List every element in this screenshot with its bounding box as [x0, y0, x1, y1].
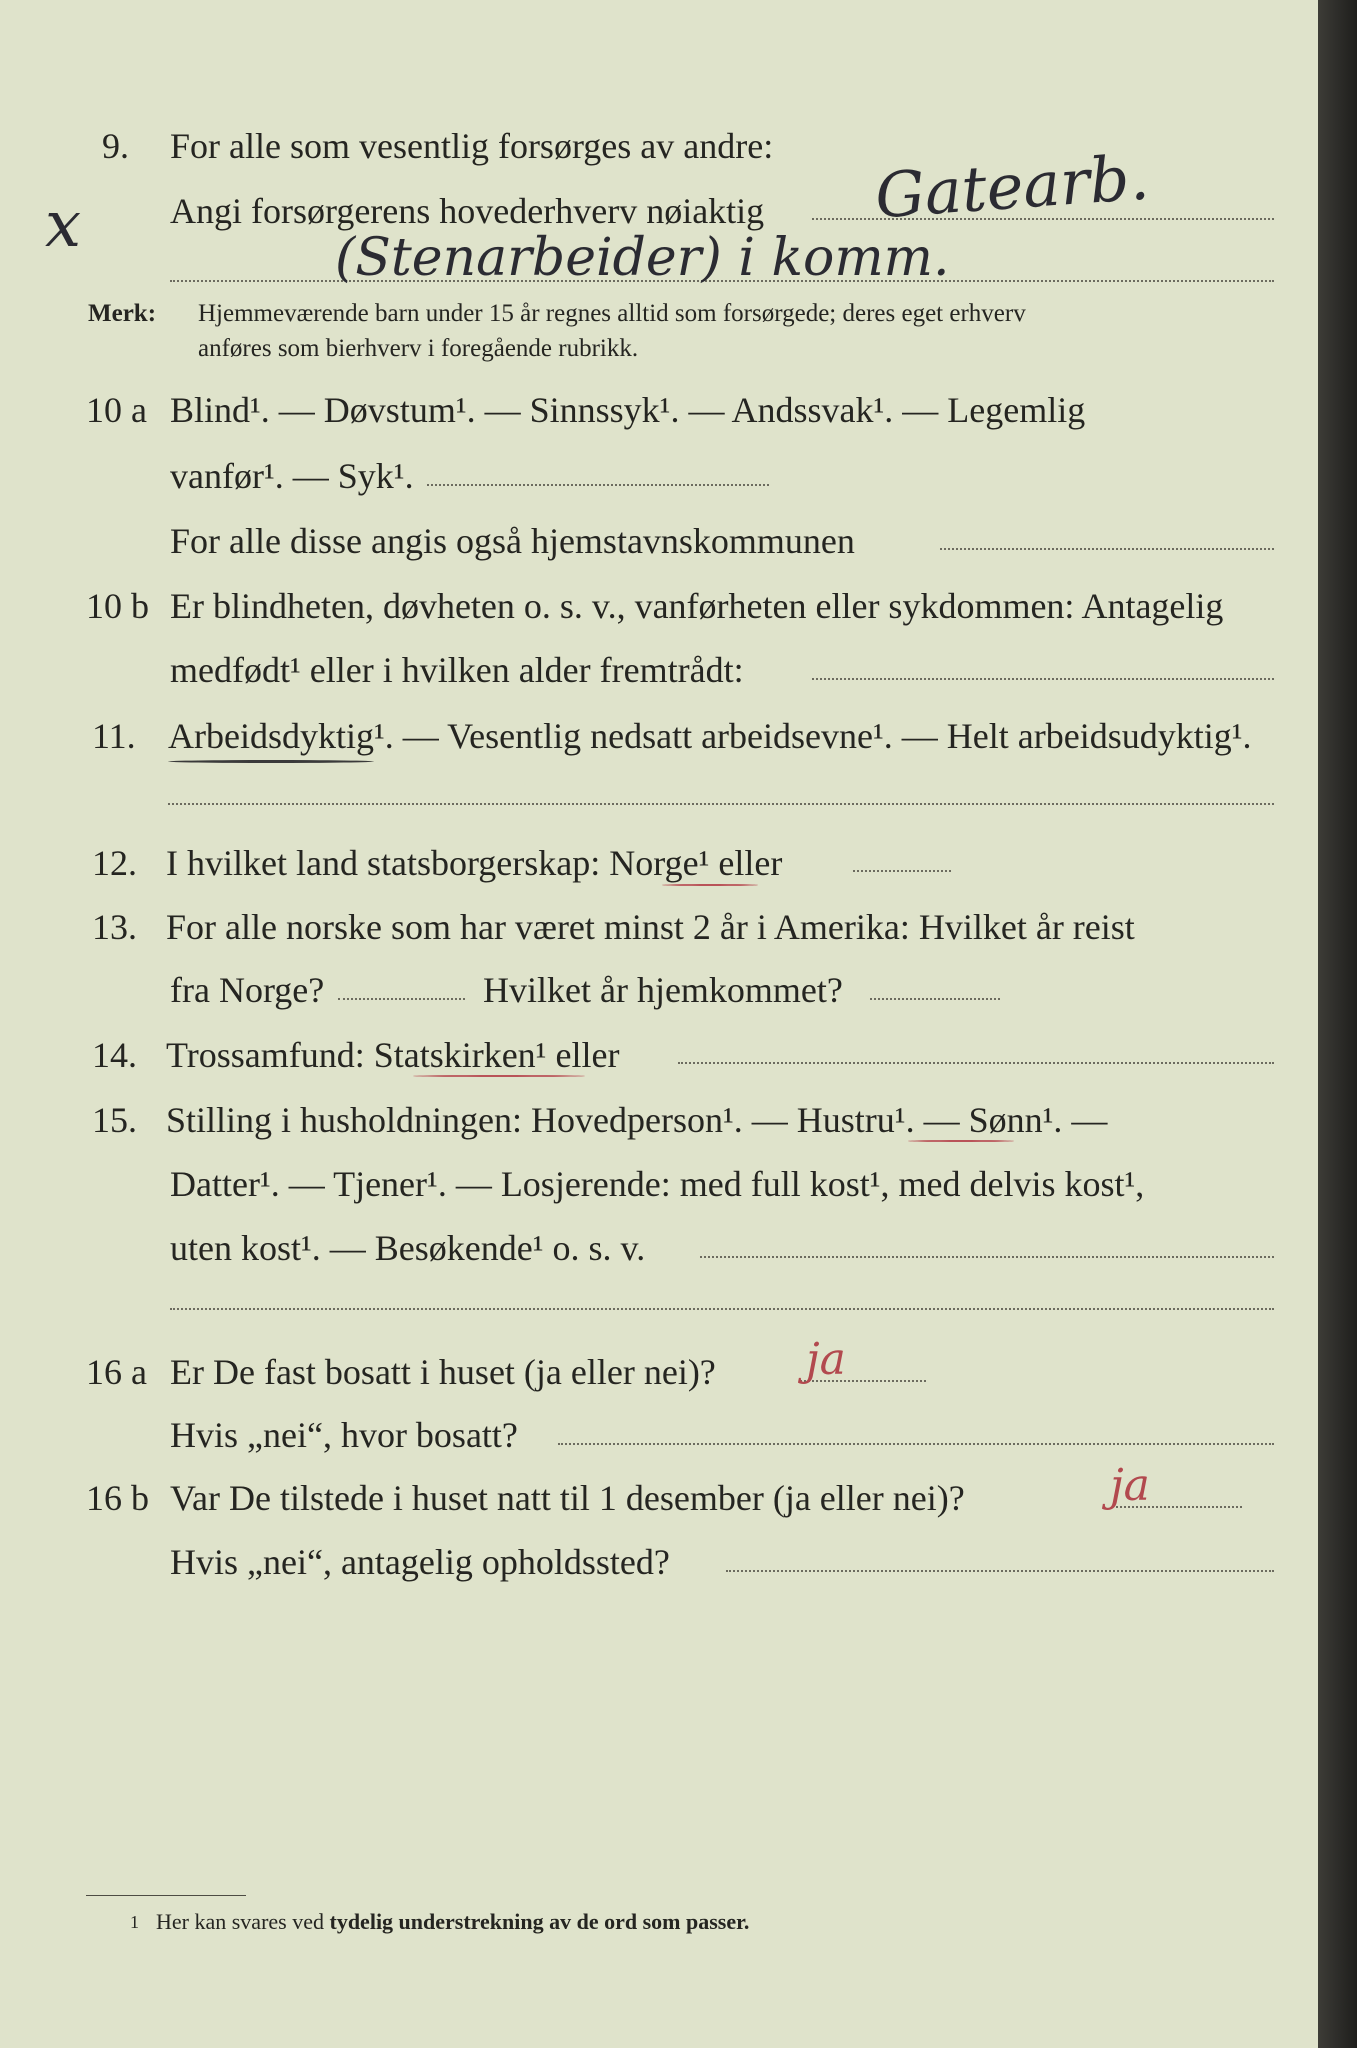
q12-answer-line	[853, 870, 951, 872]
q10a-line2: vanfør¹. — Syk¹.	[170, 456, 414, 496]
q9-handwritten-answer1: Gatearb.	[872, 140, 1152, 233]
q11-underline-arbeidsdyktig	[168, 760, 374, 763]
q10a-syk-line	[427, 484, 769, 486]
q13-number: 13.	[92, 907, 137, 947]
q10a-line3: For alle disse angis også hjemstavnskommunen	[170, 521, 855, 561]
q12-line1: I hvilket land statsborgerskap: Norge¹ eller	[166, 843, 783, 883]
q9-line2: Angi forsørgerens hovederhverv nøiaktig	[170, 191, 765, 231]
q11-line1: Arbeidsdyktig¹. — Vesentlig nedsatt arbeidsevne¹. — Helt arbeidsudyktig¹.	[168, 716, 1252, 756]
q14-number: 14.	[92, 1035, 137, 1075]
q15-answer-line	[700, 1256, 1274, 1258]
q13-line2a: fra Norge?	[170, 970, 325, 1010]
q10a-line1: Blind¹. — Døvstum¹. — Sinnssyk¹. — Andssvak¹. — Legemlig	[170, 390, 1086, 430]
q10a-hjemstavn-line	[940, 548, 1274, 550]
q16b-handwritten-answer: ja	[1110, 1460, 1150, 1511]
q15-extra-line	[170, 1308, 1274, 1310]
q10b-answer-line	[812, 678, 1274, 680]
q9-handwritten-answer2: (Stenarbeider) i komm.	[335, 228, 950, 288]
q10b-line1: Er blindheten, døvheten o. s. v., vanførheten eller sykdommen: Antagelig	[170, 586, 1224, 626]
q16b-line2: Hvis „nei“, antagelig opholdssted?	[170, 1542, 670, 1582]
q13-hjemkommet-line	[870, 998, 1000, 1000]
q14-line1: Trossamfund: Statskirken¹ eller	[166, 1035, 620, 1075]
q16a-number: 16 a	[86, 1352, 147, 1392]
q13-line1: For alle norske som har været minst 2 år i Amerika: Hvilket år reist	[166, 907, 1135, 947]
q16a-bosatt-line	[558, 1443, 1274, 1445]
q10b-line2: medfødt¹ eller i hvilken alder fremtrådt:	[170, 650, 744, 690]
footnote-text	[156, 1906, 749, 1938]
q9-line1: For alle som vesentlig forsørges av andre:	[170, 126, 774, 166]
footnote-rule	[86, 1895, 246, 1896]
q13-reist-line	[338, 998, 465, 1000]
q16b-opholdssted-line	[726, 1570, 1274, 1572]
footnote-text-bold: tydelig understrekning av de ord som passer.	[329, 1909, 750, 1934]
q15-line3: uten kost¹. — Besøkende¹ o. s. v.	[170, 1228, 646, 1268]
merk-line1: Hjemmeværende barn under 15 år regnes alltid som forsørgede; deres eget erhverv	[198, 300, 1026, 327]
q11-number: 11.	[92, 716, 136, 756]
margin-mark: x	[45, 188, 82, 262]
q15-line2: Datter¹. — Tjener¹. — Losjerende: med full kost¹, med delvis kost¹,	[170, 1164, 1145, 1204]
q12-number: 12.	[92, 843, 137, 883]
q16b-line1: Var De tilstede i huset natt til 1 desember (ja eller nei)?	[170, 1478, 965, 1518]
q10a-number: 10 a	[86, 390, 147, 430]
q9-number: 9.	[102, 126, 129, 166]
footnote-mark: 1	[130, 1912, 139, 1932]
merk-label: Merk:	[88, 300, 157, 327]
q16a-line2: Hvis „nei“, hvor bosatt?	[170, 1415, 518, 1455]
q16a-handwritten-answer: ja	[806, 1334, 846, 1385]
q11-answer-line	[168, 803, 1274, 805]
q15-underline-hustru	[908, 1140, 1014, 1142]
q13-line2b: Hvilket år hjemkommet?	[483, 970, 843, 1010]
q10b-number: 10 b	[86, 586, 149, 626]
q16b-number: 16 b	[86, 1478, 149, 1518]
q15-number: 15.	[92, 1100, 137, 1140]
q16a-line1: Er De fast bosatt i huset (ja eller nei)?	[170, 1352, 716, 1392]
q14-answer-line	[678, 1062, 1274, 1064]
q15-line1: Stilling i husholdningen: Hovedperson¹. — Hustru¹. — Sønn¹. —	[166, 1100, 1108, 1140]
merk-line2: anføres som bierhverv i foregående rubrikk.	[198, 335, 639, 362]
q14-underline-statskirken	[413, 1075, 585, 1077]
q12-underline-norge	[662, 884, 758, 886]
footnote-text-plain: Her kan svares ved	[156, 1909, 324, 1934]
scan-edge	[1318, 0, 1357, 2048]
